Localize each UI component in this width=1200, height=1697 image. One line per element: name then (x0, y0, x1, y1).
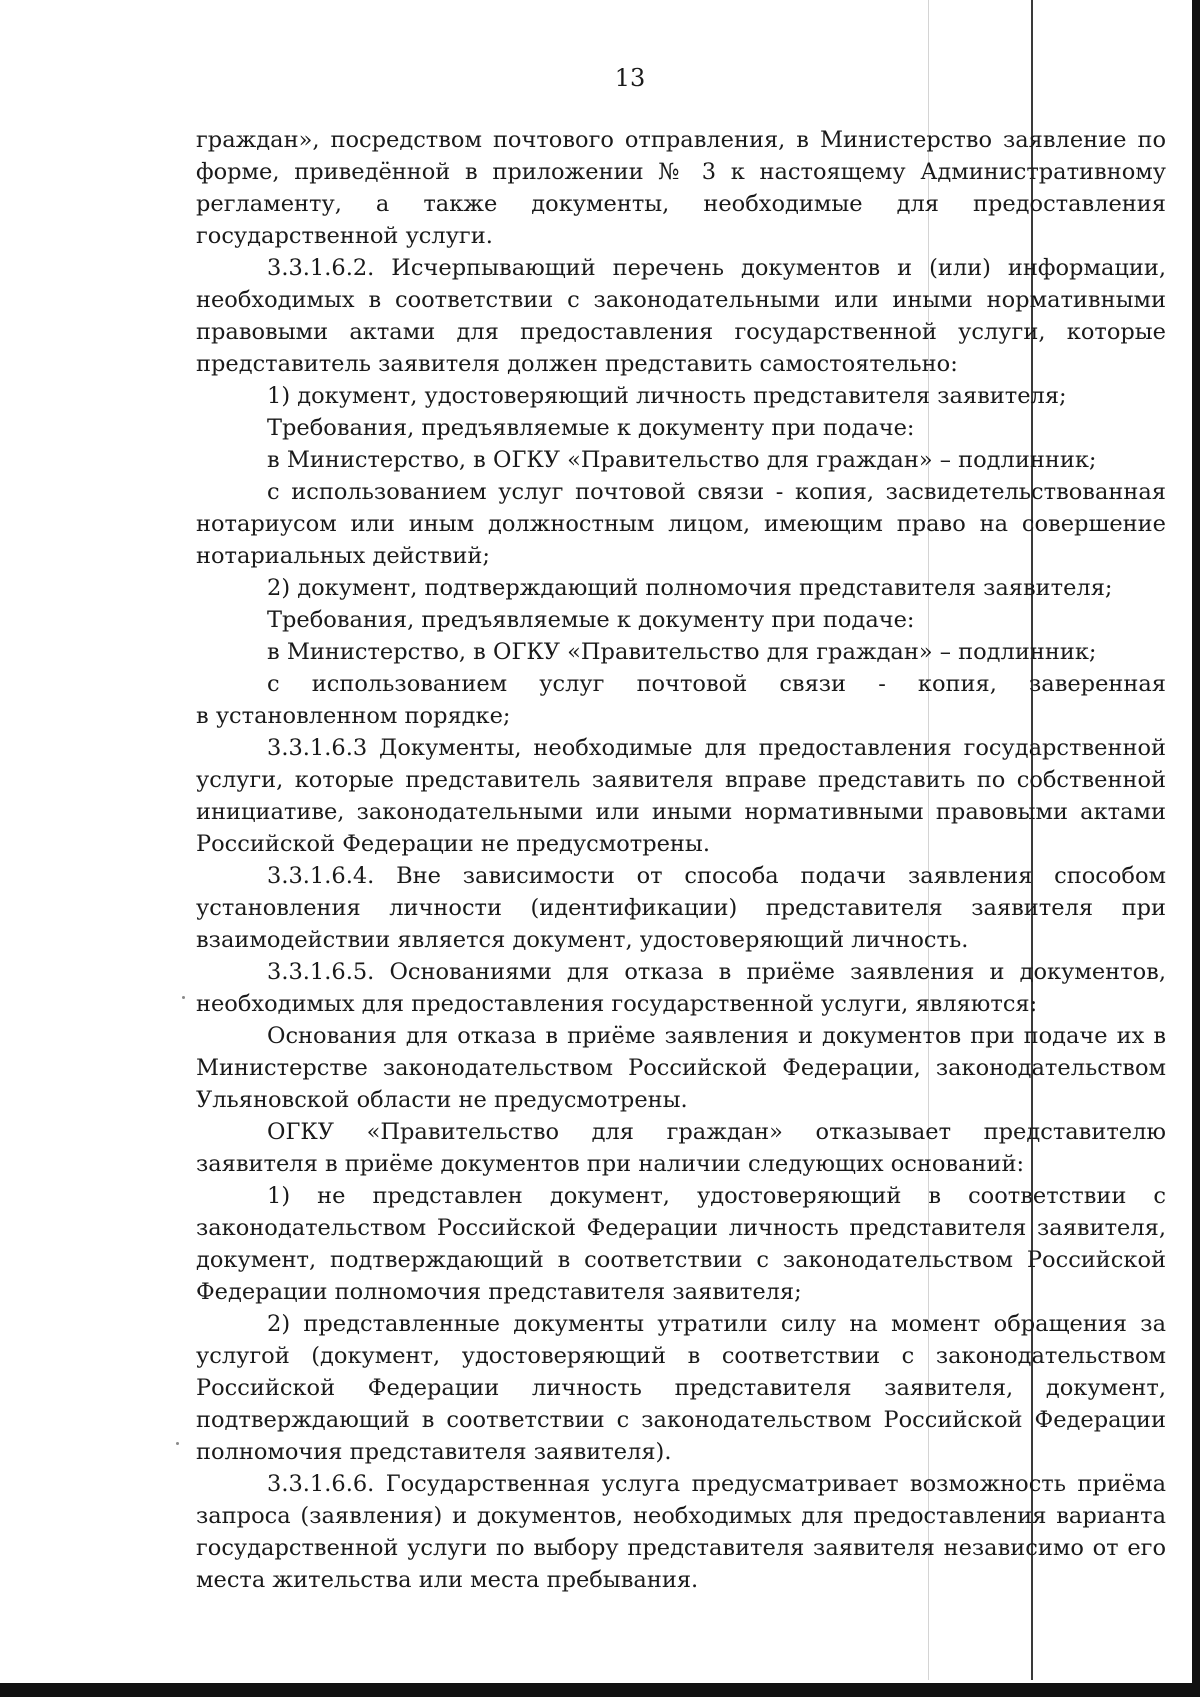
page-number: 13 (614, 64, 646, 92)
paragraph: 1) не представлен документ, удостоверяющий в соответствии с законодательством Российской Федерации личность представителя заявителя, документ, подтверждающий в соответствии с законодательством Российской Федерации полномочия представителя заявителя; (196, 1183, 1166, 1305)
scan-border-bottom (0, 1683, 1200, 1697)
paragraph: граждан», посредством почтового отправления, в Министерство заявление по форме, приведённой в приложении № 3 к настоящему Административному регламенту, а также документы, необходимые для предоставления государственной услуги. (196, 127, 1166, 249)
paragraph: 3.3.1.6.6. Государственная услуга предусматривает возможность приёма запроса (заявления) и документов, необходимых для предоставления варианта государственной услуги по выбору представителя заявителя независимо от его места жительства или места пребывания. (196, 1471, 1166, 1593)
paragraph: Требования, предъявляемые к документу при подаче: (267, 415, 915, 441)
scan-speck (176, 1442, 179, 1445)
paragraph: 2) документ, подтверждающий полномочия представителя заявителя; (267, 575, 1113, 601)
paragraph: 3.3.1.6.4. Вне зависимости от способа подачи заявления способом установления личности (идентификации) представителя заявителя при взаимодействии является документ, удостоверяющий личность. (196, 863, 1166, 953)
paragraph: с использованием услуг почтовой связи - копия, засвидетельствованная нотариусом или иным должностным лицом, имеющим право на совершение нотариальных действий; (196, 479, 1166, 569)
paragraph: Требования, предъявляемые к документу при подаче: (267, 607, 915, 633)
paragraph: 1) документ, удостоверяющий личность представителя заявителя; (267, 383, 1067, 409)
paragraph: в установленном порядке; (196, 703, 511, 729)
paragraph: Основания для отказа в приёме заявления и документов при подаче их в Министерстве законодательством Российской Федерации, законодательством Ульяновской области не предусмотрены. (196, 1023, 1166, 1113)
paragraph: 3.3.1.6.5. Основаниями для отказа в приёме заявления и документов, необходимых для предоставления государственной услуги, являются: (196, 959, 1166, 1017)
paragraph: 2) представленные документы утратили силу на момент обращения за услугой (документ, удостоверяющий в соответствии с законодательством Российской Федерации личность представителя заявителя, документ, подтверждающий в соответствии с законодательством Российской Федерации полномочия представителя заявителя). (196, 1311, 1166, 1465)
scan-border-right (1192, 0, 1200, 1697)
document-body (196, 124, 1166, 1596)
paragraph: 3.3.1.6.3 Документы, необходимые для предоставления государственной услуги, которые представитель заявителя вправе представить по собственной инициативе, законодательными или иными нормативными правовыми актами Российской Федерации не предусмотрены. (196, 735, 1166, 857)
paragraph: в Министерство, в ОГКУ «Правительство для граждан» – подлинник; (267, 447, 1097, 473)
scan-speck (182, 996, 185, 999)
paragraph: ОГКУ «Правительство для граждан» отказывает представителю заявителя в приёме документов при наличии следующих оснований: (196, 1119, 1166, 1177)
paragraph: в Министерство, в ОГКУ «Правительство для граждан» – подлинник; (267, 639, 1097, 665)
paragraph: с использованием услуг почтовой связи - копия, заверенная (267, 671, 1166, 697)
paragraph: 3.3.1.6.2. Исчерпывающий перечень документов и (или) информации, необходимых в соответствии с законодательными или иными нормативными правовыми актами для предоставления государственной услуги, которые представитель заявителя должен представить самостоятельно: (196, 255, 1166, 377)
